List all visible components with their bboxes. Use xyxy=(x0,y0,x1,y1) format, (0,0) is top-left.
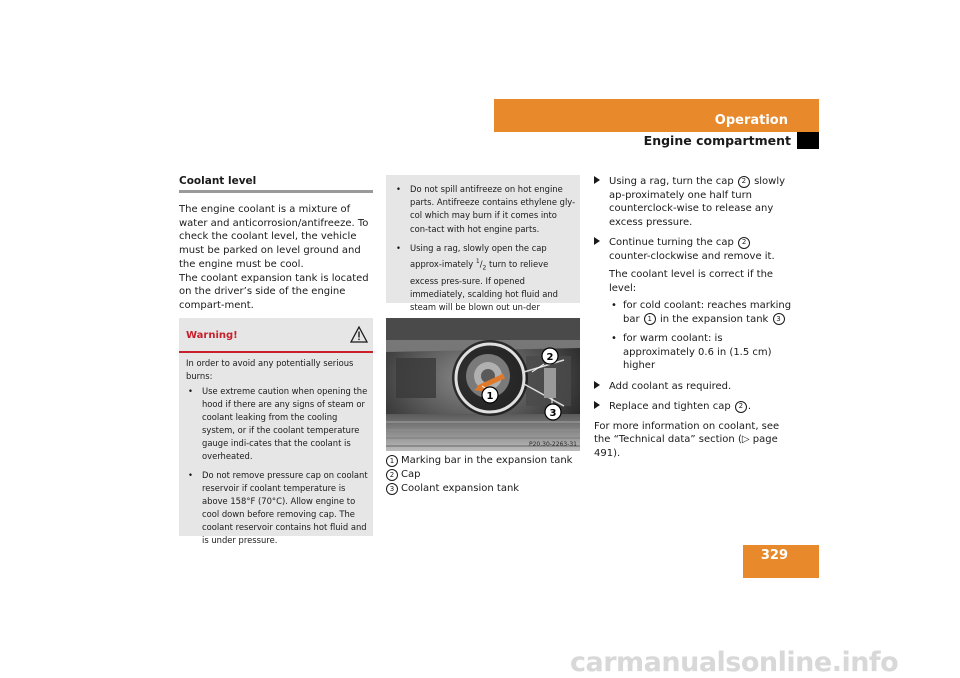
level-conditions-list xyxy=(609,299,794,373)
note-body xyxy=(394,181,576,334)
warning-title: Warning! xyxy=(186,330,238,341)
page-number: 329 xyxy=(760,548,788,563)
step-arrow-icon xyxy=(594,381,600,389)
warning-list xyxy=(186,385,368,547)
level-cold-coolant xyxy=(609,299,794,326)
legend-number-1: 1 xyxy=(386,455,398,467)
warning-item-pressure-cap: • Do not remove pressure cap on coolant reservoir if coolant temperature is above 158°F (70°C). Allow engine to cool down before removing cap. The coolant reservoir contains hot fluid and is under pressure. xyxy=(186,469,368,547)
legend-text-1: Marking bar in the expansion tank xyxy=(401,455,573,466)
warning-box xyxy=(179,318,373,545)
note-item-open-cap-pre: Using a rag, slowly open the cap approx-imately xyxy=(410,242,547,269)
fraction-numerator: 1 xyxy=(475,258,480,266)
note-list xyxy=(394,183,576,328)
legend-text-3: Coolant expansion tank xyxy=(401,483,520,494)
watermark xyxy=(570,647,960,678)
coolant-level-section xyxy=(179,175,373,313)
level-warm-coolant: • for warm coolant: is approximately 0.6 in (1.5 cm) higher xyxy=(609,332,794,373)
step-add-coolant xyxy=(594,380,794,394)
step-2-text-pre: Continue turning the cap xyxy=(609,237,738,248)
fraction-denominator: 2 xyxy=(482,264,487,272)
note-item-open-cap-post: turn to relieve excess pres-sure. If opened immediately, scalding hot fluid and steam will be blown out un-der xyxy=(410,258,558,313)
photo-callout-1: 1 xyxy=(486,391,494,402)
heading-rule xyxy=(179,190,373,193)
warning-body xyxy=(186,357,368,553)
note-item-open-cap xyxy=(394,242,576,328)
step-arrow-icon xyxy=(594,237,600,245)
intro-paragraph-2: The coolant expansion tank is located on the driver’s side of the engine compart-ment. xyxy=(179,272,369,311)
procedure-steps xyxy=(594,175,794,460)
photo-callout-2: 2 xyxy=(546,352,554,363)
legend-item-marking-bar xyxy=(386,454,586,468)
cold-ref-marking-bar: 1 xyxy=(644,313,656,325)
note-box xyxy=(386,175,580,313)
engine-photo-illustration xyxy=(386,318,580,451)
photo-callout-3: 3 xyxy=(549,408,557,419)
watermark-text: carmanualsonline.info xyxy=(570,647,899,678)
half-fraction xyxy=(475,258,487,272)
step-1-text-post: slowly ap-proximately one half turn counterclock-wise to release any excess pressure. xyxy=(609,176,786,228)
photo-code: P20.30-2263-31 xyxy=(528,441,577,448)
step-4-text-pre: Replace and tighten cap xyxy=(609,401,734,412)
step-4-text-post: . xyxy=(747,401,752,412)
legend-item-expansion-tank xyxy=(386,482,586,496)
step-arrow-icon xyxy=(594,176,600,184)
legend-item-cap xyxy=(386,468,586,482)
step-2-ref-cap: 2 xyxy=(738,237,750,249)
subsection-title: Engine compartment xyxy=(643,133,791,148)
note-item-antifreeze: • Do not spill antifreeze on hot engine parts. Antifreeze contains ethylene gly-col which may burn if it comes into con-tact with hot engine parts. xyxy=(394,183,576,236)
more-info xyxy=(594,420,794,461)
engine-compartment-photo xyxy=(386,318,580,451)
more-info-pre: For more information on coolant, see the “Technical data” section ( xyxy=(594,420,780,445)
coolant-level-heading: Coolant level xyxy=(179,175,257,187)
fraction-slash: / xyxy=(479,258,483,269)
warning-rule xyxy=(179,351,373,353)
intro-paragraph-1: The engine coolant is a mixture of water and anticorrosion/antifreeze. To check the coolant level, the vehicle must be parked on level ground and the engine must be cool. xyxy=(179,204,369,270)
legend-text-2: Cap xyxy=(401,469,421,480)
level-intro: The coolant level is correct if the level: xyxy=(609,269,774,294)
page-number-box xyxy=(743,545,819,578)
step-1-ref-cap: 2 xyxy=(738,176,750,188)
step-3-text: Add coolant as required. xyxy=(609,380,732,392)
section-header-bar xyxy=(494,99,819,132)
page-ref-arrow-icon: ▷ xyxy=(741,434,750,445)
more-info-post: page 491). xyxy=(594,434,778,459)
header-marker xyxy=(797,132,819,149)
photo-legend xyxy=(386,454,586,496)
step-remove-cap xyxy=(594,236,794,373)
step-4-ref-cap: 2 xyxy=(735,401,747,413)
warning-triangle-icon xyxy=(350,326,368,343)
step-turn-cap xyxy=(594,175,794,229)
step-arrow-icon xyxy=(594,401,600,409)
cold-text-pre: for cold coolant: reaches marking bar xyxy=(623,300,792,325)
cold-text-mid: in the expansion tank xyxy=(656,313,772,325)
warning-item-hood: • Use extreme caution when opening the hood if there are any signs of steam or coolant leaking from the cooling system, or if the coolant temperature gauge indi-cates that the coolant is overheated. xyxy=(186,385,368,463)
warning-intro: In order to avoid any potentially serious burns: xyxy=(186,358,354,381)
cold-ref-tank: 3 xyxy=(773,313,785,325)
step-replace-cap xyxy=(594,400,794,414)
section-title: Operation xyxy=(714,113,788,128)
step-1-text-pre: Using a rag, turn the cap xyxy=(609,176,737,187)
step-2-text-post: counter-clockwise and remove it. xyxy=(609,250,775,262)
legend-number-2: 2 xyxy=(386,469,398,481)
legend-number-3: 3 xyxy=(386,483,398,495)
